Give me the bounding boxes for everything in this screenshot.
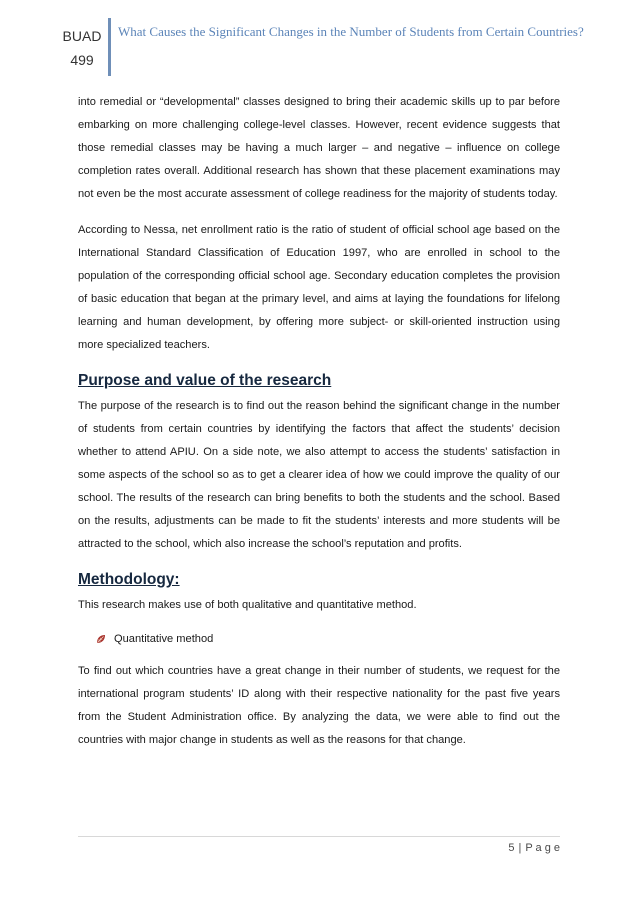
page-number: 5: [508, 842, 515, 854]
bullet-label: Quantitative method: [114, 633, 214, 645]
leaf-bullet-icon: [96, 634, 106, 644]
footer-separator: |: [518, 842, 522, 854]
paragraph-method-detail: To find out which countries have a great change in their number of students, we request for the international program students’ ID along with their respective nationality for the past five years from the Student Administration office. By analyzing the data, we were able to find out the countries with major change in students as well as the reasons for that change.: [78, 665, 560, 746]
paragraph-method-intro: This research makes use of both qualitative and quantitative method.: [78, 599, 417, 611]
header-title: What Causes the Significant Changes in the Number of Students from Certain Countries?: [118, 24, 584, 39]
heading-methodology: Methodology:: [78, 571, 180, 588]
heading-purpose: Purpose and value of the research: [78, 372, 332, 389]
page-label: P a g e: [525, 842, 560, 854]
page-body: [78, 91, 560, 765]
paragraph-purpose: The purpose of the research is to find out the reason behind the significant change in the number of students from certain countries by identifying the factors that affect the students’ decision whether to attend APIU. On a side note, we also attempt to access the students’ satisfaction in some aspects of the school so as to get a clearer idea of how we could improve the quality of our school. The results of the research can bring benefits to both the students and the school. Based on the results, adjustments can be made to fit the students’ interests and more students will be attracted to the school, which also increase the school’s reputation and profits.: [78, 400, 560, 550]
bullet-item-quantitative: [96, 628, 560, 650]
course-code: [62, 24, 102, 72]
header-divider: [108, 18, 111, 76]
page-footer: [508, 842, 560, 854]
course-code-line2: 499: [70, 52, 94, 68]
paragraph-remedial: into remedial or “developmental” classes designed to bring their academic skills up to par before embarking on more challenging college-level classes. However, recent evidence suggests that those remedial classes may be having a much larger – and negative – influence on college completion rates overall. Additional research has shown that these placement examinations may not even be the most accurate assessment of college readiness for the majority of students today.: [78, 96, 560, 200]
course-code-line1: BUAD: [62, 28, 102, 44]
footer-divider: [78, 836, 560, 837]
paragraph-enrollment: According to Nessa, net enrollment ratio is the ratio of student of official school age based on the International Standard Classification of Education 1997, who are enrolled in school to the population of the corresponding official school age. Secondary education completes the provision of basic education that began at the primary level, and aims at laying the foundations for lifelong learning and human development, by offering more subject- or skill-oriented instruction using more specialized teachers.: [78, 224, 560, 351]
